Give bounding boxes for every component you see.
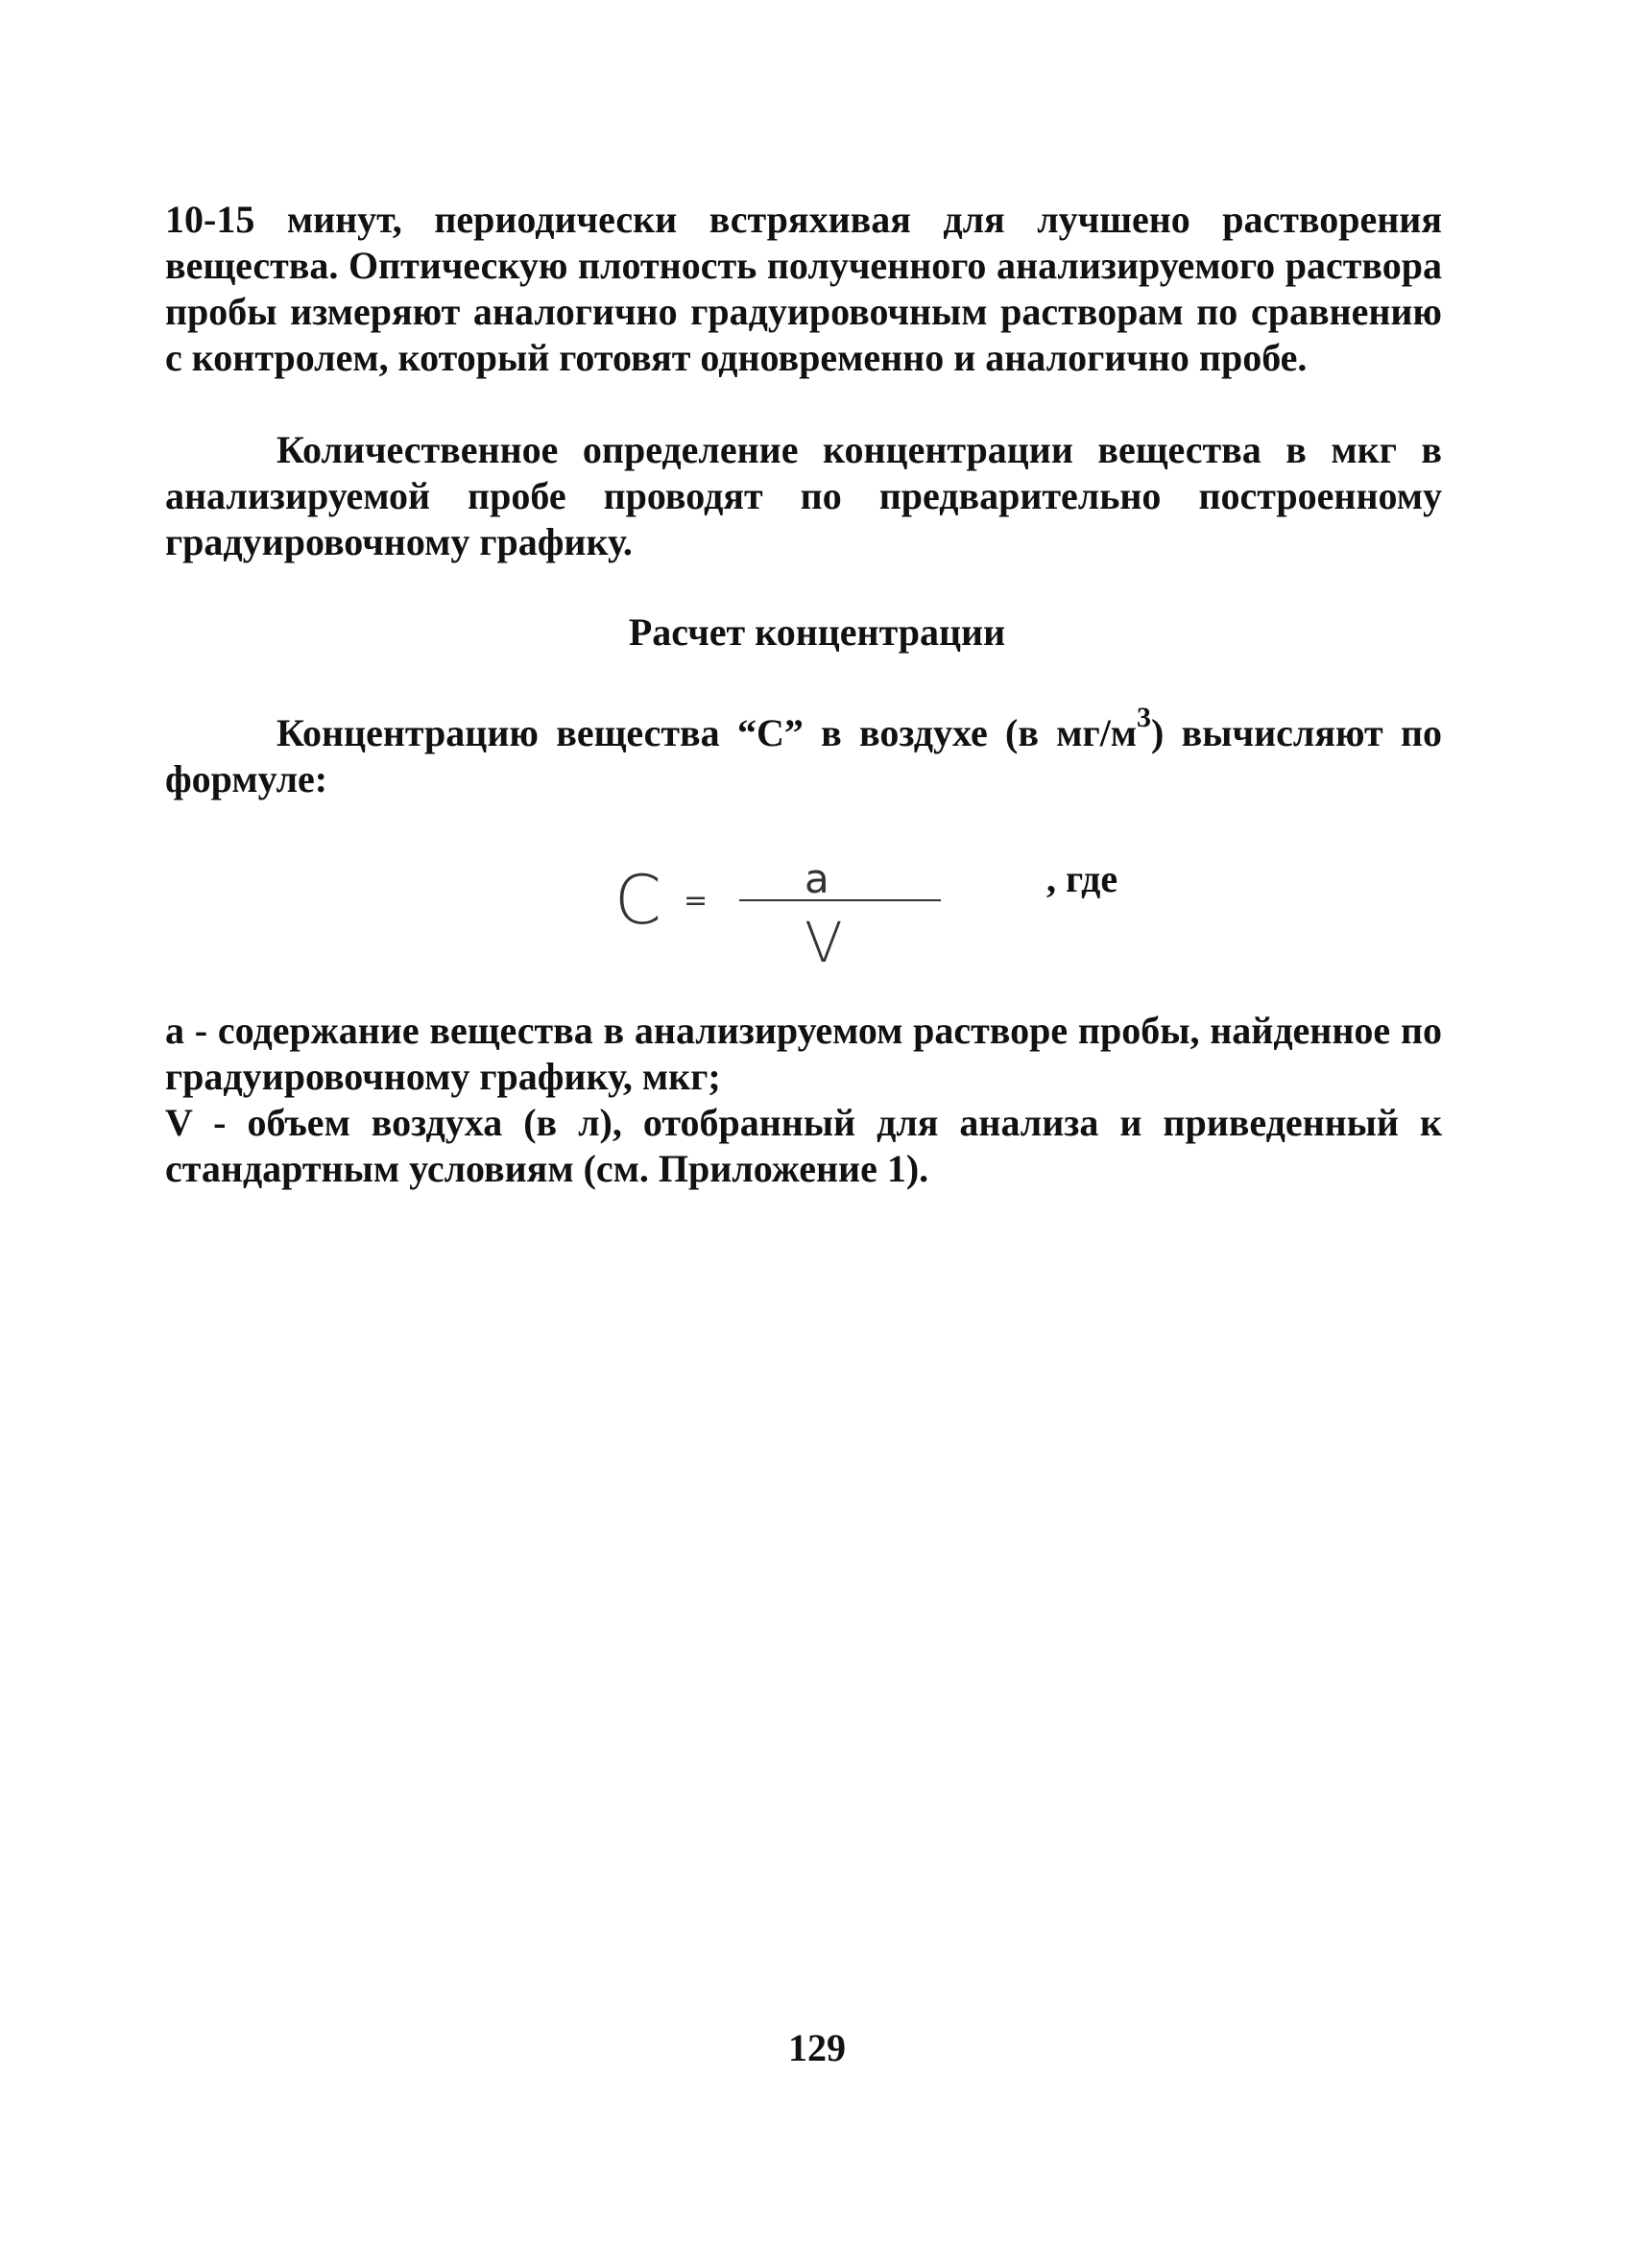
formula-numerator: a [805, 855, 829, 902]
formula-denominator: V [805, 910, 843, 975]
page-number: 129 [788, 2026, 846, 2069]
definition-v: V - объем воздуха (в л), отобранный для анализа и приведенный к стандартным условиям (см. Приложение 1). [165, 1101, 1442, 1190]
paragraph-quantitative-determination: Количественное определение концентрации вещества в мкг в анализируемой пробе проводят по предварительно построенному градуировочному графику. [165, 428, 1442, 563]
formula-intro-text: Концентрацию вещества “С” в воздухе (в мг/м [276, 711, 1138, 754]
formula-svg [595, 835, 1037, 979]
paragraph-formula-intro [165, 701, 1442, 802]
formula-equals: = [684, 884, 709, 918]
paragraph-sample-measurement: 10-15 минут, периодически встряхивая для лучшено растворения вещества. Оптическую плотность полученного анализируемого раствора пробы измеряют аналогично градуировочным растворам по сравнению с контролем, который готовят одновременно и аналогично пробе. [165, 198, 1442, 379]
definition-a: а - содержание вещества в анализируемом растворе пробы, найденное по градуировочному графику, мкг; [165, 1009, 1442, 1098]
formula-where-label: , где [1046, 857, 1118, 900]
variable-definitions [165, 1008, 1442, 1192]
formula-lhs: C [614, 861, 661, 940]
formula-intro-text-end: ) вычисляют по формуле: [165, 711, 1442, 800]
section-heading: Расчет концентрации [628, 610, 1006, 654]
cubic-superscript: 3 [1137, 701, 1152, 733]
